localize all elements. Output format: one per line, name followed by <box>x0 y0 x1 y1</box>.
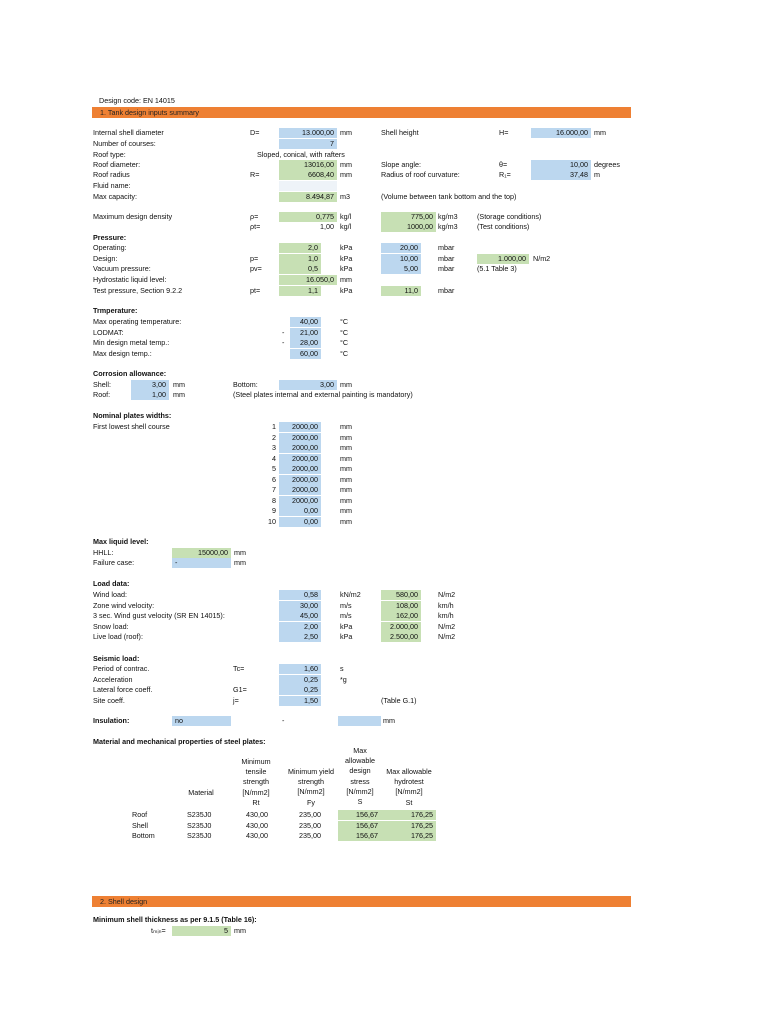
seismic-value[interactable]: 0,25 <box>279 675 321 685</box>
load-unit: m/s <box>340 611 352 620</box>
max-capacity-note: (Volume between tank bottom and the top) <box>381 192 517 201</box>
roof-curvature-label: Radius of roof curvature: <box>381 170 460 179</box>
max-capacity-label: Max capacity: <box>93 192 137 201</box>
corrosion-bottom-unit: mm <box>340 380 352 389</box>
load-converted-value: 2.000,00 <box>381 622 421 632</box>
failure-label: Failure case: <box>93 558 135 567</box>
shell-height-label: Shell height <box>381 128 419 137</box>
seismic-symbol: G1= <box>233 685 247 694</box>
seismic-symbol: Tc= <box>233 664 245 673</box>
roof-curvature-unit: m <box>594 170 600 179</box>
plate-course-number: 10 <box>268 516 276 526</box>
plate-width-value[interactable]: 2000,00 <box>279 433 321 443</box>
density-note: (Storage conditions) <box>477 212 542 221</box>
temperature-label: Min design metal temp.: <box>93 338 170 347</box>
test-density-unit-m3: kg/m3 <box>438 222 458 231</box>
plate-width-unit: mm <box>340 506 352 515</box>
material-hydrotest-stress: 176,25 <box>381 821 436 831</box>
tmin-symbol: tₘᵢₙ= <box>151 926 166 935</box>
load-converted-value: 162,00 <box>381 611 421 621</box>
test-density-unit: kg/l <box>340 222 352 231</box>
material-yield: 235,00 <box>299 831 321 840</box>
design-label: Design: <box>93 254 118 263</box>
temperature-label: Max operating temperature: <box>93 317 182 326</box>
material-tensile: 430,00 <box>246 820 268 830</box>
temperature-unit: °C <box>340 348 349 358</box>
load-converted-unit: km/h <box>438 600 454 610</box>
tmin-unit: mm <box>234 926 246 935</box>
corrosion-roof-note: (Steel plates internal and external painting is mandatory) <box>233 390 413 399</box>
plate-width-value[interactable]: 2000,00 <box>279 485 321 495</box>
temperature-prefix: - <box>282 338 285 347</box>
plate-width-value[interactable]: 2000,00 <box>279 496 321 506</box>
plate-width-unit: mm <box>340 464 352 473</box>
load-value[interactable]: 45,00 <box>279 611 321 621</box>
seismic-symbol: j= <box>233 695 239 705</box>
vacuum-note: (5.1 Table 3) <box>477 264 517 273</box>
shell-height-value[interactable]: 16.000,00 <box>531 128 591 138</box>
load-unit: m/s <box>340 600 352 610</box>
vacuum-symbol: pv= <box>250 264 262 273</box>
corrosion-bottom-value[interactable]: 3,00 <box>279 380 337 390</box>
plate-width-value[interactable]: 2000,00 <box>279 464 321 474</box>
roof-diameter-label: Roof diameter: <box>93 160 141 169</box>
test-pressure-symbol: pt= <box>250 286 261 295</box>
material-hydrotest-stress: 176,25 <box>381 810 436 820</box>
plates-first-label: First lowest shell course <box>93 422 170 431</box>
failure-unit: mm <box>234 558 246 567</box>
density-label: Maximum design density <box>93 212 173 221</box>
design-value: 1,0 <box>279 254 321 264</box>
load-converted-unit: km/h <box>438 611 454 620</box>
temperature-label: LODMAT: <box>93 327 124 337</box>
load-unit: kN/m2 <box>340 590 361 599</box>
test-pressure-mbar: 11,0 <box>381 286 421 296</box>
diameter-symbol: D= <box>250 128 260 137</box>
diameter-value[interactable]: 13.000,00 <box>279 128 337 138</box>
material-grade: S235J0 <box>187 831 212 840</box>
density-value: 0,775 <box>279 212 337 222</box>
roof-curvature-value[interactable]: 37,48 <box>531 170 591 180</box>
corrosion-roof-label: Roof: <box>93 390 111 399</box>
temperature-value[interactable]: 28,00 <box>290 338 321 348</box>
seismic-title: Seismic load: <box>93 654 140 663</box>
insulation-dash: - <box>282 716 285 725</box>
load-label: Live load (roof): <box>93 632 143 641</box>
seismic-label: Lateral force coeff. <box>93 685 153 694</box>
seismic-unit: *g <box>340 674 347 684</box>
plate-width-unit: mm <box>340 495 352 505</box>
load-converted-value: 580,00 <box>381 590 421 600</box>
material-header-hydrotest: Max allowable hydrotest [N/mm2] St <box>386 767 432 807</box>
temperature-value[interactable]: 40,00 <box>290 317 321 327</box>
load-unit: kPa <box>340 632 353 641</box>
section-title: 1. Tank design inputs summary <box>100 108 199 117</box>
load-converted-unit: N/m2 <box>438 632 456 641</box>
pressure-title: Pressure: <box>93 233 127 242</box>
hhll-unit: mm <box>234 548 246 557</box>
plate-course-number: 3 <box>272 443 276 452</box>
test-pressure-label: Test pressure, Section 9.2.2 <box>93 286 183 295</box>
plate-width-value[interactable]: 2000,00 <box>279 454 321 464</box>
temperature-value[interactable]: 21,00 <box>290 328 321 338</box>
plate-width-value[interactable]: 2000,00 <box>279 422 321 432</box>
material-design-stress: 156,67 <box>338 831 381 841</box>
roof-diameter-unit: mm <box>340 160 352 169</box>
seismic-value[interactable]: 1,50 <box>279 696 321 706</box>
material-tensile: 430,00 <box>246 831 268 840</box>
material-tensile: 430,00 <box>246 810 268 819</box>
roof-type-value: Sloped, conical, with rafters <box>257 150 345 159</box>
courses-value[interactable]: 7 <box>279 139 337 149</box>
roof-radius-label: Roof radius <box>93 170 130 179</box>
section-band-tank-inputs <box>92 107 631 118</box>
hydrostatic-value: 16.050,0 <box>279 275 337 285</box>
roof-diameter-value: 13016,00 <box>279 160 337 170</box>
plate-course-number: 7 <box>272 485 276 494</box>
slope-angle-symbol: θ= <box>499 160 508 169</box>
temperature-unit: °C <box>340 327 349 337</box>
design-mbar-unit: mbar <box>438 254 455 263</box>
corrosion-roof-value[interactable]: 1,00 <box>131 390 169 400</box>
plate-width-unit: mm <box>340 474 352 484</box>
max-capacity-unit: m3 <box>340 192 350 201</box>
test-density-value-m3: 1000,00 <box>381 222 436 232</box>
vacuum-mbar-unit: mbar <box>438 264 455 273</box>
hhll-label: HHLL: <box>93 548 114 557</box>
material-yield: 235,00 <box>299 810 321 819</box>
section-band-shell-design <box>92 896 631 907</box>
plate-course-number: 4 <box>272 453 276 463</box>
roof-radius-unit: mm <box>340 170 352 179</box>
roof-curvature-symbol: R₁= <box>499 170 511 179</box>
vacuum-label: Vacuum pressure: <box>93 264 151 273</box>
vacuum-mbar[interactable]: 5,00 <box>381 264 421 274</box>
hhll-value: 15000,00 <box>172 548 231 558</box>
seismic-note: (Table G.1) <box>381 695 417 705</box>
fluid-name-value[interactable] <box>279 181 337 191</box>
shell-height-symbol: H= <box>499 128 509 137</box>
test-density-note: (Test conditions) <box>477 222 530 231</box>
load-converted-value: 2.500,00 <box>381 632 421 642</box>
load-label: Zone wind velocity: <box>93 600 155 610</box>
roof-radius-value: 6608,40 <box>279 170 337 180</box>
seismic-value[interactable]: 0,25 <box>279 685 321 695</box>
material-header-design-stress: Max allowable design stress [N/mm2] S <box>345 746 375 807</box>
density-unit: kg/l <box>340 212 352 221</box>
insulation-value[interactable]: no <box>172 716 231 726</box>
plate-width-unit: mm <box>340 432 352 442</box>
material-yield: 235,00 <box>299 820 321 830</box>
insulation-unit: mm <box>383 716 395 725</box>
test-density-symbol: ρt= <box>250 222 261 231</box>
operating-value: 2,0 <box>279 243 321 253</box>
operating-unit: kPa <box>340 243 353 252</box>
density-unit-m3: kg/m3 <box>438 212 458 221</box>
load-value[interactable]: 30,00 <box>279 601 321 611</box>
material-design-stress: 156,67 <box>338 810 381 820</box>
load-converted-unit: N/m2 <box>438 590 456 599</box>
load-value[interactable]: 2,50 <box>279 632 321 642</box>
corrosion-shell-value[interactable]: 3,00 <box>131 380 169 390</box>
vacuum-unit: kPa <box>340 264 353 273</box>
material-header-material: Material <box>188 788 214 797</box>
diameter-unit: mm <box>340 128 352 137</box>
vacuum-value: 0,5 <box>279 264 321 274</box>
operating-mbar[interactable]: 20,00 <box>381 243 421 253</box>
load-value[interactable]: 0,58 <box>279 590 321 600</box>
liquid-title: Max liquid level: <box>93 537 149 546</box>
load-label: Wind load: <box>93 590 127 599</box>
shell-design-title: Minimum shell thickness as per 9.1.5 (Table 16): <box>93 915 257 924</box>
plate-width-unit: mm <box>340 453 352 463</box>
temperature-title: Trmperature: <box>93 306 138 315</box>
corrosion-shell-label: Shell: <box>93 380 111 389</box>
material-design-stress: 156,67 <box>338 821 381 831</box>
material-title: Material and mechanical properties of steel plates: <box>93 737 266 746</box>
roof-radius-symbol: R= <box>250 170 260 179</box>
insulation-thickness[interactable] <box>338 716 381 726</box>
seismic-unit: s <box>340 664 344 673</box>
plate-width-value[interactable]: 2000,00 <box>279 443 321 453</box>
slope-angle-value[interactable]: 10,00 <box>531 160 591 170</box>
temperature-label: Max design temp.: <box>93 348 152 358</box>
load-converted-unit: N/m2 <box>438 621 456 631</box>
temperature-unit: °C <box>340 317 349 326</box>
diameter-label: Internal shell diameter <box>93 128 164 137</box>
plate-course-number: 2 <box>272 432 276 442</box>
material-hydrotest-stress: 176,25 <box>381 831 436 841</box>
shell-height-unit: mm <box>594 128 606 137</box>
material-header-tensile: Minimum tensile strength [N/mm2] Rt <box>241 757 271 807</box>
load-label: Snow load: <box>93 621 129 631</box>
corrosion-title: Corrosion allowance: <box>93 369 167 378</box>
design-unit: kPa <box>340 254 353 263</box>
load-title: Load data: <box>93 579 130 588</box>
load-converted-value: 108,00 <box>381 601 421 611</box>
material-part: Shell <box>132 820 148 830</box>
test-density-value: 1,00 <box>320 222 334 231</box>
slope-angle-label: Slope angle: <box>381 160 421 169</box>
density-symbol: ρ= <box>250 212 259 221</box>
material-header-yield: Minimum yield strength [N/mm2] Fy <box>288 767 334 807</box>
fluid-name-label: Fluid name: <box>93 181 131 190</box>
design-nm2: 1.000,00 <box>477 254 529 264</box>
material-part: Roof <box>132 810 148 819</box>
corrosion-roof-unit: mm <box>173 390 185 399</box>
seismic-label: Period of contrac. <box>93 664 150 673</box>
failure-value[interactable]: - <box>172 558 231 568</box>
seismic-value[interactable]: 1,60 <box>279 664 321 674</box>
test-pressure-mbar-unit: mbar <box>438 286 455 295</box>
load-unit: kPa <box>340 621 353 631</box>
test-pressure-unit: kPa <box>340 286 353 295</box>
plate-width-unit: mm <box>340 516 352 526</box>
hydrostatic-label: Hydrostatic liquid level: <box>93 275 167 284</box>
corrosion-bottom-label: Bottom: <box>233 380 258 389</box>
insulation-label: Insulation: <box>93 716 130 725</box>
temperature-unit: °C <box>340 338 349 347</box>
slope-angle-unit: degrees <box>594 160 620 169</box>
design-code: Design code: EN 14015 <box>99 96 175 105</box>
material-grade: S235J0 <box>187 810 212 819</box>
plate-width-value[interactable]: 2000,00 <box>279 475 321 485</box>
design-nm2-unit: N/m2 <box>533 254 551 263</box>
seismic-label: Site coeff. <box>93 695 125 705</box>
plate-width-unit: mm <box>340 422 352 431</box>
max-capacity-value: 8.494,87 <box>279 192 337 202</box>
courses-label: Number of courses: <box>93 139 156 148</box>
plate-course-number: 8 <box>272 495 276 505</box>
design-symbol: p= <box>250 254 259 263</box>
temperature-prefix: - <box>282 327 285 337</box>
material-grade: S235J0 <box>187 820 212 830</box>
plates-title: Nominal plates widths: <box>93 411 172 420</box>
plate-width-value[interactable]: 0,00 <box>279 517 321 527</box>
test-pressure-value: 1,1 <box>279 286 321 296</box>
material-part: Bottom <box>132 831 155 840</box>
section-title: 2. Shell design <box>100 897 148 906</box>
roof-type-label: Roof type: <box>93 150 126 159</box>
plate-width-unit: mm <box>340 485 352 494</box>
load-label: 3 sec. Wind gust velocity (SR EN 14015): <box>93 611 225 620</box>
tmin-value: 5 <box>172 926 231 936</box>
plate-width-unit: mm <box>340 443 352 452</box>
plate-course-number: 5 <box>272 464 276 473</box>
seismic-label: Acceleration <box>93 674 133 684</box>
design-mbar[interactable]: 10,00 <box>381 254 421 264</box>
plate-course-number: 9 <box>272 506 276 515</box>
plate-course-number: 6 <box>272 474 276 484</box>
corrosion-shell-unit: mm <box>173 380 185 389</box>
operating-mbar-unit: mbar <box>438 243 455 252</box>
hydrostatic-unit: mm <box>340 275 352 284</box>
temperature-value[interactable]: 60,00 <box>290 349 321 359</box>
plate-width-value[interactable]: 0,00 <box>279 506 321 516</box>
plate-course-number: 1 <box>272 422 276 431</box>
load-value[interactable]: 2,00 <box>279 622 321 632</box>
density-value-m3: 775,00 <box>381 212 436 222</box>
operating-label: Operating: <box>93 243 127 252</box>
